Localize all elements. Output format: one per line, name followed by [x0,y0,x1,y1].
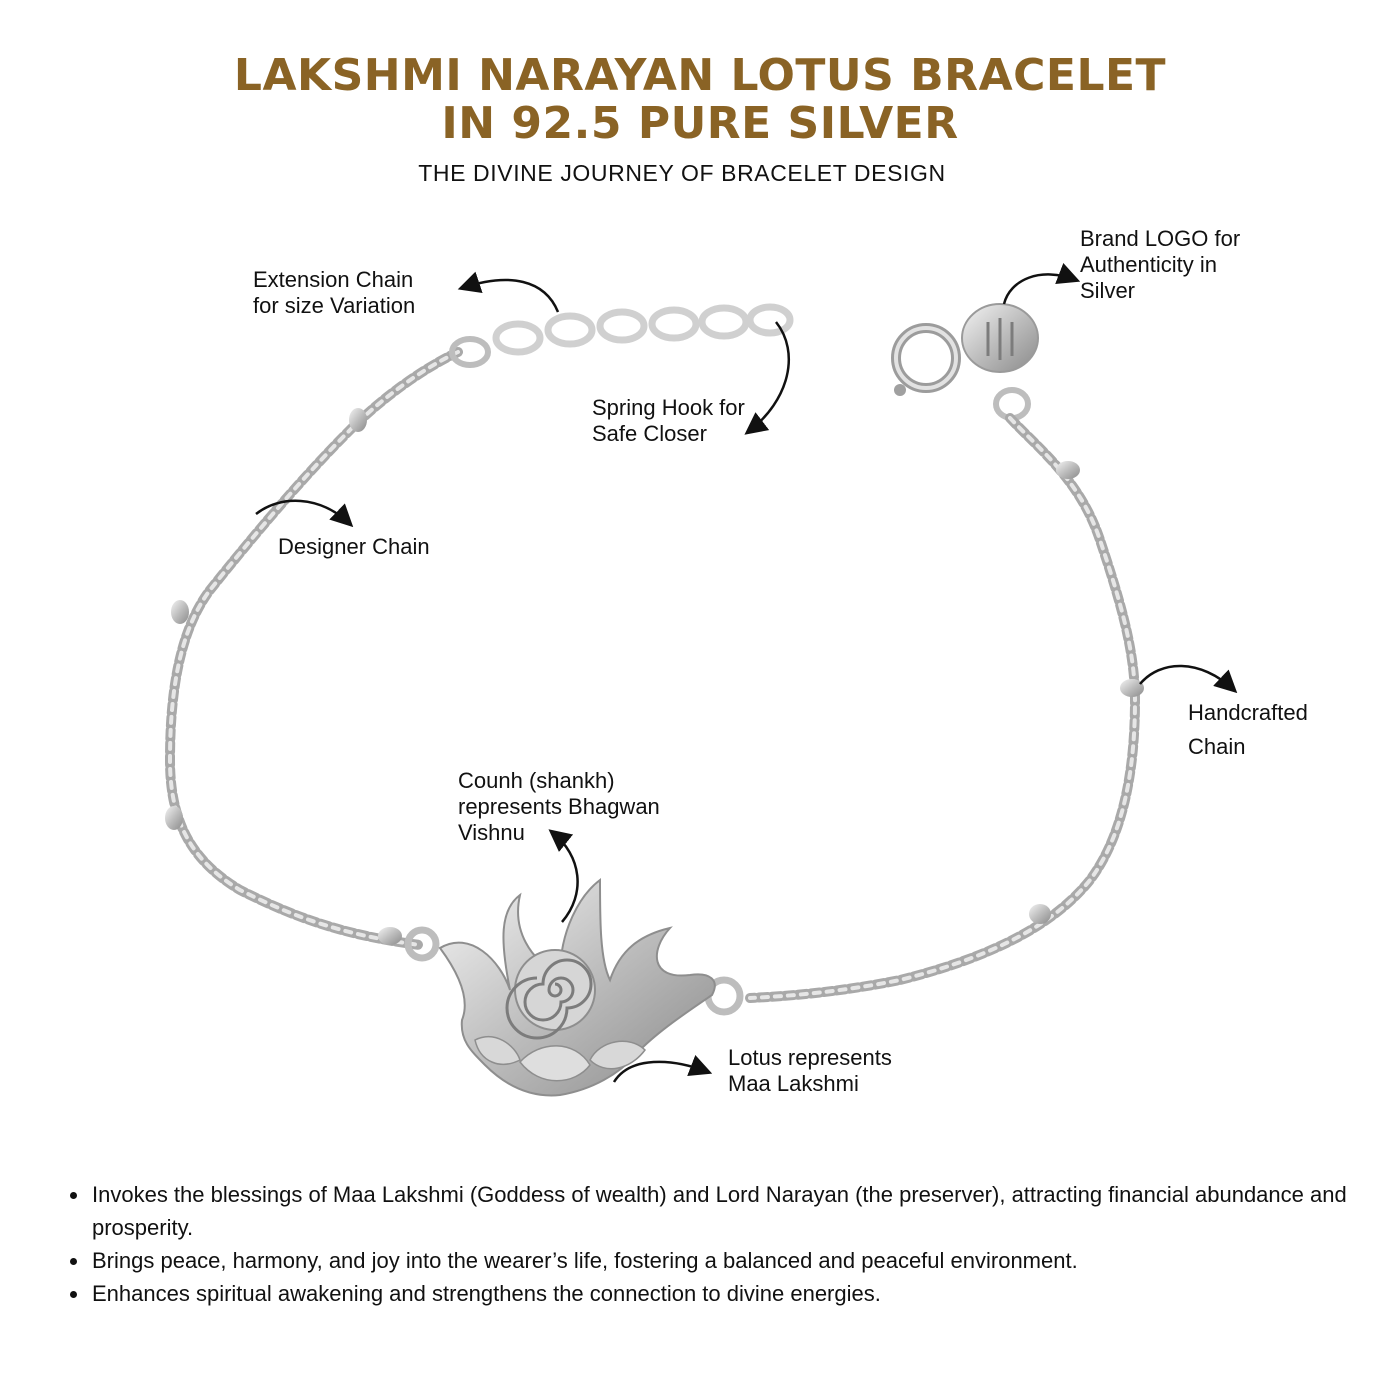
designer-chain [165,352,458,945]
chain-bead [171,600,189,624]
brand-logo-tag [962,304,1038,418]
callout-brand-logo-line-3: Silver [1080,278,1136,303]
callout-lotus-line-2: Maa Lakshmi [728,1071,859,1096]
callout-conch [458,768,660,846]
callout-spring-hook-line-2: Safe Closer [592,421,707,446]
title-line-1: LAKSHMI NARAYAN LOTUS BRACELET [233,50,1167,101]
title-line-2: IN 92.5 PURE SILVER [441,98,959,149]
page-subtitle: THE DIVINE JOURNEY OF BRACELET DESIGN [418,160,946,186]
callout-extension-chain-line-1: Extension Chain [253,267,414,292]
arrow-brand-logo [1004,274,1076,304]
arrow-extension-chain [462,280,558,312]
benefit-item: • Enhances spiritual awakening and strengthens the connection to divine energies. [90,1277,1358,1310]
benefit-item: • Invokes the blessings of Maa Lakshmi (Goddess of wealth) and Lord Narayan (the preserver), attracting financial abundance and prosperity. [90,1178,1358,1244]
chain-bead [1056,461,1080,479]
callout-handcrafted-chain-line-2: Chain [1188,734,1246,759]
callout-conch-line-1: Counh (shankh) [458,768,615,793]
chain-bead [1029,904,1051,924]
callout-extension-chain-line-2: for size Variation [253,293,416,318]
spring-hook-clasp [894,328,956,396]
extension-chain [452,307,790,365]
callout-lotus [728,1045,892,1097]
handcrafted-chain [750,418,1144,998]
callout-handcrafted-chain-line-1: Handcrafted [1188,700,1308,725]
callout-spring-hook [592,395,745,447]
callout-handcrafted-chain [1188,696,1308,764]
callout-conch-line-3: Vishnu [458,820,525,845]
benefit-item: • Brings peace, harmony, and joy into the wearer’s life, fostering a balanced and peaceful environment. [90,1244,1358,1277]
callout-designer-chain [278,534,430,560]
callout-designer-chain-line-1: Designer Chain [278,534,430,559]
benefits-list [68,1178,1358,1310]
lotus-pendant [408,880,740,1095]
callout-brand-logo [1080,226,1240,304]
callout-lotus-line-1: Lotus represents [728,1045,892,1070]
chain-bead [349,408,367,432]
arrow-handcrafted-chain [1140,666,1234,690]
callout-brand-logo-line-2: Authenticity in [1080,252,1217,277]
chain-bead [378,927,402,945]
chain-bead [165,806,183,830]
callout-conch-line-2: represents Bhagwan [458,794,660,819]
callout-brand-logo-line-1: Brand LOGO for [1080,226,1241,251]
callout-extension-chain [253,267,415,319]
callout-spring-hook-line-1: Spring Hook for [592,395,745,420]
arrow-spring-hook [748,322,789,432]
